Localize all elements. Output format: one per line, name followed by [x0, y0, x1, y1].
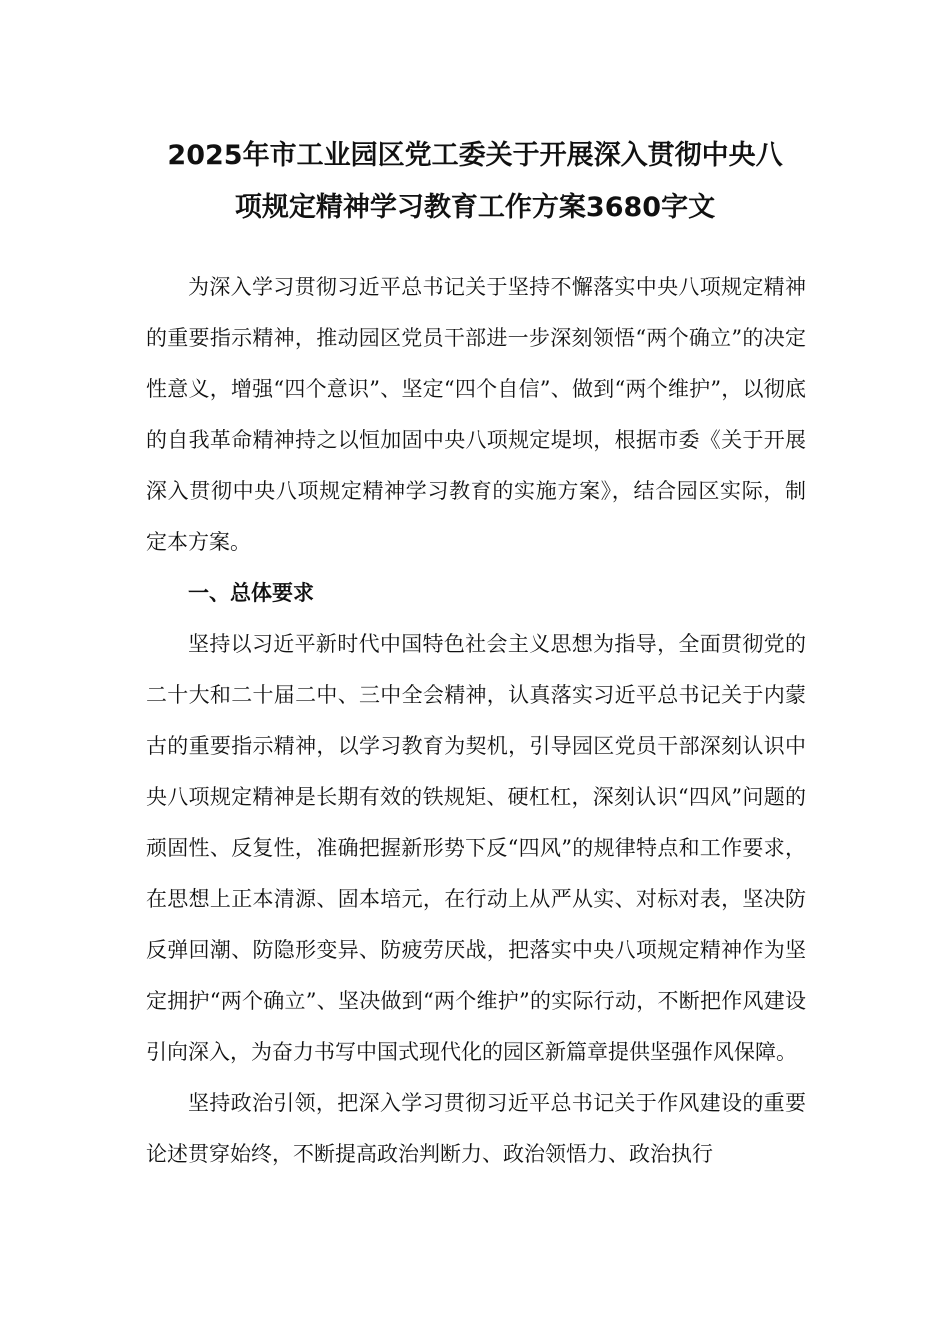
- document-body: [146, 262, 806, 1180]
- document-title: [140, 130, 810, 234]
- title-line-1: 2025年市工业园区党工委关于开展深入贯彻中央八: [167, 140, 783, 171]
- section-heading: 一、总体要求: [188, 581, 314, 605]
- title-line-2: 项规定精神学习教育工作方案3680字文: [234, 192, 716, 223]
- intro-paragraph: 为深入学习贯彻习近平总书记关于坚持不懈落实中央八项规定精神的重要指示精神，推动园区党员干部进一步深刻领悟“两个确立”的决定性意义，增强“四个意识”、坚定“四个自信”、做到“两个维护”，以彻底的自我革命精神持之以恒加固中央八项规定堤坝，根据市委《关于开展深入贯彻中央八项规定精神学习教育的实施方案》，结合园区实际，制定本方案。: [146, 275, 806, 554]
- section-paragraph: 坚持以习近平新时代中国特色社会主义思想为指导，全面贯彻党的二十大和二十届二中、三中全会精神，认真落实习近平总书记关于内蒙古的重要指示精神，以学习教育为契机，引导园区党员干部深刻认识中央八项规定精神是长期有效的铁规矩、硬杠杠，深刻认识“四风”问题的顽固性、反复性，准确把握新形势下反“四风”的规律特点和工作要求，在思想上正本清源、固本培元，在行动上从严从实、对标对表，坚决防反弹回潮、防隐形变异、防疲劳厌战，把落实中央八项规定精神作为坚定拥护“两个确立”、坚决做到“两个维护”的实际行动，不断把作风建设引向深入，为奋力书写中国式现代化的园区新篇章提供坚强作风保障。: [146, 632, 806, 1064]
- section-paragraph: 坚持政治引领，把深入学习贯彻习近平总书记关于作风建设的重要论述贯穿始终，不断提高政治判断力、政治领悟力、政治执行: [146, 1091, 806, 1166]
